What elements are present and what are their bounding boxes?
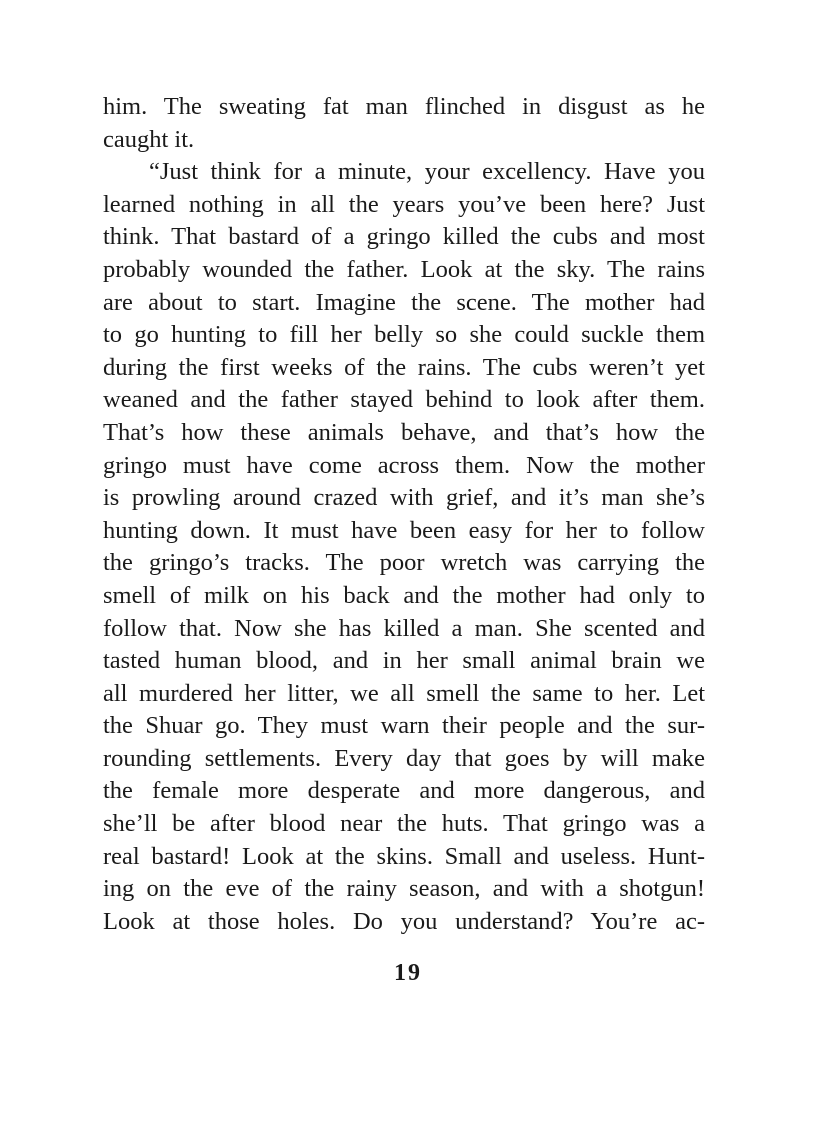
text-line: are about to start. Imagine the scene. The mother had [103, 288, 705, 316]
text-line: That’s how these animals behave, and that’s how the [103, 418, 705, 446]
text-line: follow that. Now she has killed a man. She scented and [103, 614, 705, 642]
body-text [103, 91, 705, 938]
text-line: caught it. [103, 125, 195, 153]
text-line: the female more desperate and more dangerous, and [103, 777, 705, 805]
text-line: the gringo’s tracks. The poor wretch was carrying the [103, 549, 705, 577]
text-line: learned nothing in all the years you’ve been here? Just [103, 190, 705, 218]
text-line: during the first weeks of the rains. The cubs weren’t yet [103, 353, 705, 381]
text-line: probably wounded the father. Look at the sky. The rains [103, 255, 705, 283]
text-line: ing on the eve of the rainy season, and with a shotgun! [103, 875, 705, 903]
text-line: real bastard! Look at the skins. Small and useless. Hunt- [103, 842, 705, 870]
text-line: “Just think for a minute, your excellency. Have you [149, 158, 705, 186]
text-line: him. The sweating fat man flinched in disgust as he [103, 93, 705, 120]
text-line: think. That bastard of a gringo killed the cubs and most [103, 223, 705, 251]
text-line: Look at those holes. Do you understand? You’re ac- [103, 907, 705, 935]
text-line: all murdered her litter, we all smell the same to her. Let [103, 679, 705, 707]
text-line: gringo must have come across them. Now the mother [103, 451, 705, 479]
text-line: tasted human blood, and in her small animal brain we [103, 647, 705, 675]
page-number: 19 [394, 960, 422, 986]
text-line: to go hunting to fill her belly so she could suckle them [103, 321, 705, 349]
text-line: she’ll be after blood near the huts. That gringo was a [103, 810, 705, 838]
text-line: is prowling around crazed with grief, and it’s man she’s [103, 484, 705, 512]
text-line: rounding settlements. Every day that goes by will make [103, 744, 705, 772]
text-line: smell of milk on his back and the mother had only to [103, 581, 705, 609]
text-line: the Shuar go. They must warn their people and the sur- [103, 712, 705, 740]
text-line: hunting down. It must have been easy for her to follow [103, 516, 705, 544]
text-line: weaned and the father stayed behind to look after them. [103, 386, 705, 414]
